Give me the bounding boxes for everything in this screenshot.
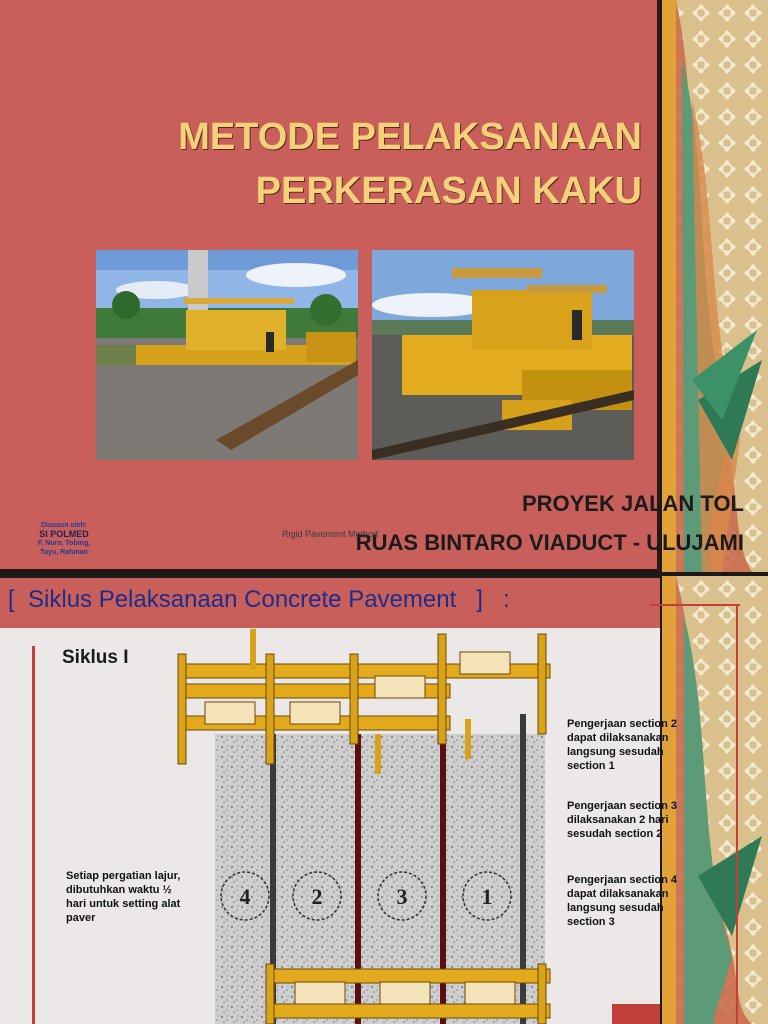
corner-block: [612, 1004, 660, 1024]
author-label: Disusun oleh:: [40, 522, 88, 529]
note-section-3: Pengerjaan section 3 dilaksanakan 2 hari sesudah section 2: [567, 800, 678, 840]
lane-number-1: 1: [481, 884, 493, 909]
heading-close-bracket: ] :: [476, 586, 510, 613]
paver-photo-left: [96, 250, 358, 460]
red-rule-right: [736, 604, 738, 1024]
project-name: PROYEK JALAN TOL: [521, 491, 744, 516]
lane-number-4: 4: [239, 884, 251, 909]
footer-note: Rigid Pavement Method: [282, 529, 379, 539]
decorative-side-panel-top: [662, 0, 768, 572]
lane-number-3: 3: [396, 884, 408, 909]
decorative-side-panel-bottom: [662, 576, 768, 1024]
note-lane-change: Setiap pergatian lajur, dibutuhkan waktu ½ hari untuk setting alat paver: [66, 870, 181, 924]
heading-text: Siklus Pelaksanaan Concrete Pavement: [28, 586, 457, 613]
heading-open-bracket: [: [8, 586, 15, 613]
slide-title-line1: METODE PELAKSANAAN: [178, 116, 642, 158]
author-names-2: Tuyu, Rahman: [40, 549, 88, 556]
note-section-2: Pengerjaan section 2 dapat dilaksanakan langsung sesudah section 1: [567, 718, 678, 772]
project-route: RUAS BINTARO VIADUCT - ULUJAMI: [355, 530, 744, 555]
siklus-label: Siklus I: [62, 647, 129, 668]
paver-photo-right: [372, 250, 634, 460]
slide2-heading: [8, 586, 510, 614]
note-section-4: Pengerjaan section 4 dapat dilaksanakan langsung sesudah section 3: [567, 874, 678, 928]
red-rule-top: [650, 604, 740, 606]
lane-number-2: 2: [311, 884, 323, 909]
pavement-cycle-diagram: [170, 624, 570, 1024]
author-org: SI POLMED: [39, 529, 89, 539]
author-block: [28, 521, 100, 557]
author-names-1: F. Nuro, Tobing,: [37, 540, 91, 547]
slide-title-line2: PERKERASAN KAKU: [255, 170, 642, 212]
red-rule-left: [32, 646, 35, 1024]
